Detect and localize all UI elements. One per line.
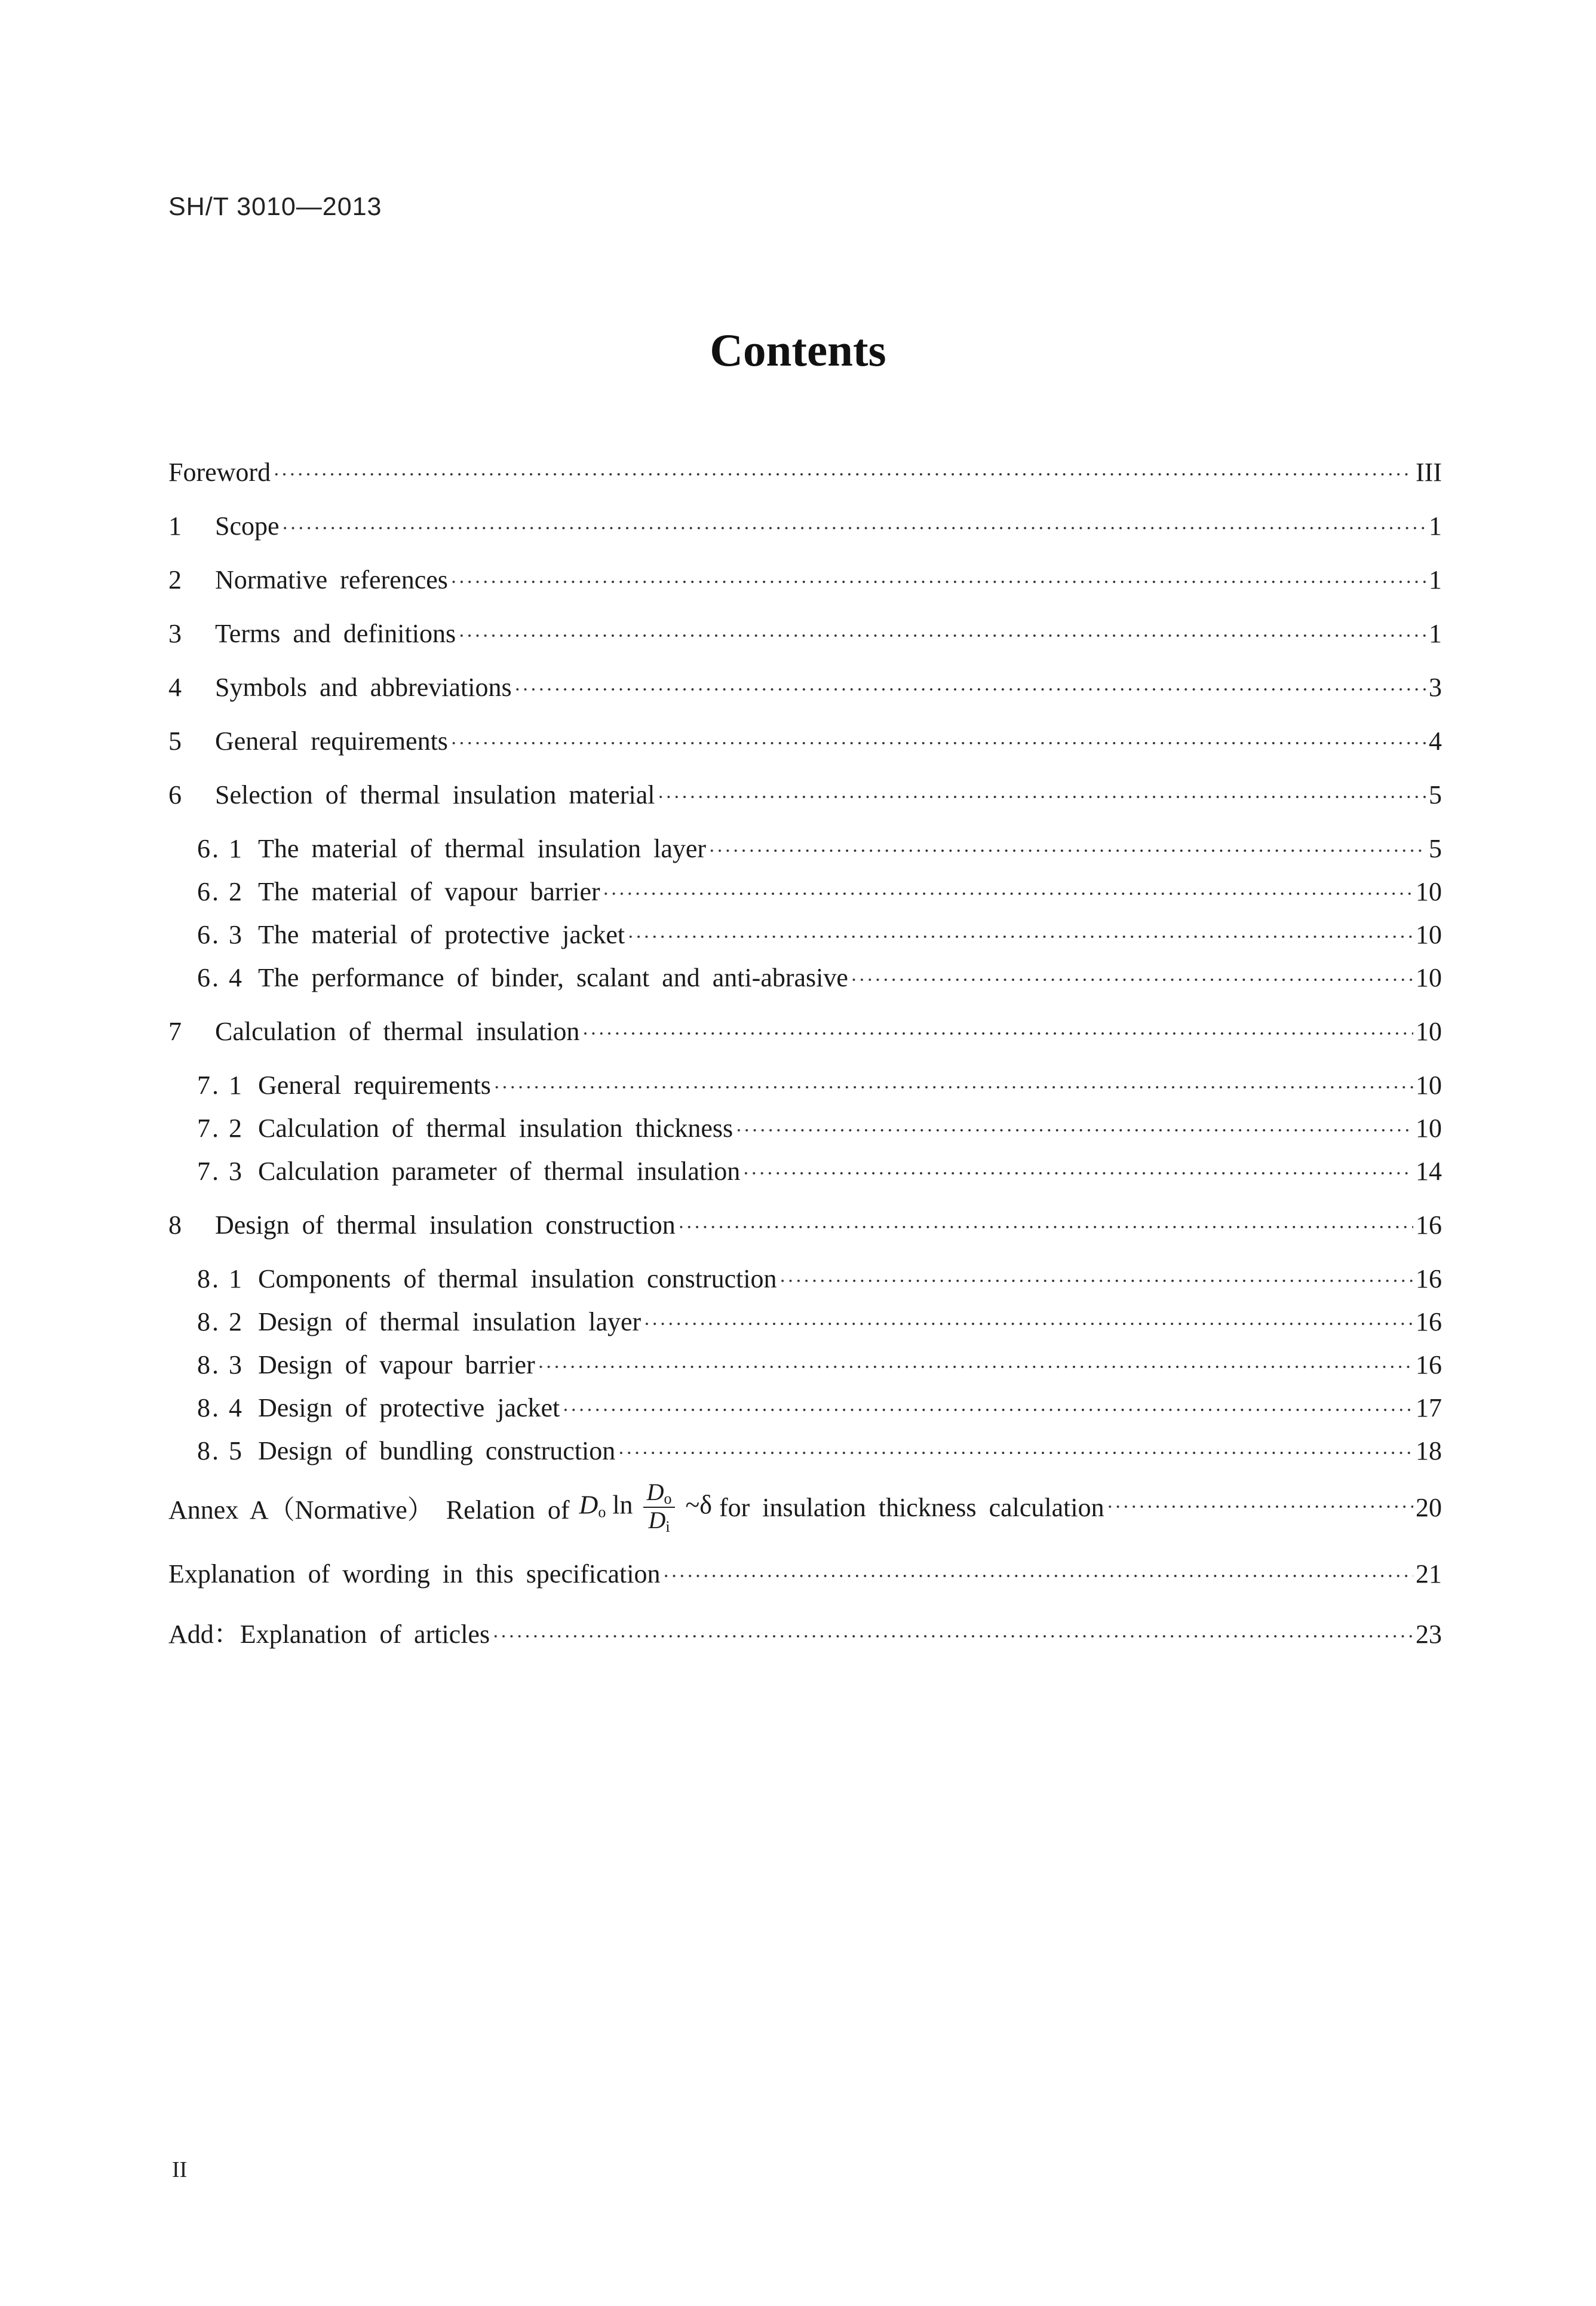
toc-entry-1[interactable]	[168, 511, 1442, 541]
leader-dots	[627, 926, 1413, 949]
toc-number: 8. 5	[197, 1436, 244, 1465]
toc-label: The material of vapour barrier	[258, 877, 600, 906]
leader-dots	[450, 732, 1426, 755]
toc-page: 5	[1429, 780, 1442, 809]
toc-number: 4	[168, 673, 182, 702]
toc-label: Foreword	[168, 458, 271, 487]
toc-page: 1	[1429, 565, 1442, 594]
toc-number: 7. 3	[197, 1157, 244, 1186]
leader-dots	[282, 517, 1426, 540]
toc-page: 23	[1416, 1620, 1442, 1649]
leader-dots	[538, 1356, 1413, 1379]
toc-entry-5[interactable]	[168, 726, 1442, 756]
toc-entry-8-4[interactable]	[197, 1393, 1442, 1423]
toc-entry-6-4[interactable]	[197, 962, 1442, 993]
annex-prefix: Annex A（Normative） Relation of	[168, 1495, 570, 1525]
toc-label: The material of thermal insulation layer	[258, 834, 707, 863]
toc-label: Calculation parameter of thermal insulation	[258, 1157, 741, 1186]
toc-page: 5	[1429, 834, 1442, 863]
page-title: Contents	[710, 324, 886, 376]
toc-entry-7[interactable]	[168, 1016, 1442, 1047]
leader-dots	[779, 1270, 1413, 1293]
toc-entry-2[interactable]	[168, 565, 1442, 595]
toc-page: 10	[1416, 877, 1442, 906]
page-number: II	[172, 2157, 188, 2182]
leader-dots	[663, 1565, 1413, 1588]
toc-page: 1	[1429, 619, 1442, 648]
toc-page: III	[1416, 458, 1442, 487]
toc-label: General requirements	[215, 726, 448, 756]
toc-entry-8-1[interactable]	[197, 1264, 1442, 1294]
leader-dots	[657, 786, 1426, 809]
toc-label: Design of thermal insulation layer	[258, 1307, 642, 1336]
toc-page: 21	[1416, 1559, 1442, 1589]
toc-label: Add：Explanation of articles	[168, 1620, 490, 1649]
leader-dots	[492, 1626, 1413, 1648]
leader-dots	[450, 571, 1426, 594]
toc-number: 8	[168, 1210, 182, 1240]
toc-label: Calculation of thermal insulation thickness	[258, 1114, 733, 1143]
toc-entry-6[interactable]	[168, 780, 1442, 810]
leader-dots	[458, 625, 1426, 648]
fraction: $\frac{Do}{Di}$	[643, 1480, 676, 1535]
toc-label: Terms and definitions	[215, 619, 456, 648]
leader-dots	[493, 1077, 1413, 1099]
toc-page: 10	[1416, 963, 1442, 992]
toc-page: 10	[1416, 1017, 1442, 1046]
toc-label: The material of protective jacket	[258, 920, 625, 949]
toc-label: Components of thermal insulation construction	[258, 1264, 777, 1293]
toc-entry-foreword[interactable]	[168, 457, 1442, 487]
toc-entry-6-2[interactable]	[197, 876, 1442, 907]
toc-page: 17	[1416, 1393, 1442, 1422]
toc-entry-7-2[interactable]	[197, 1113, 1442, 1143]
toc-entry-explanation-wording[interactable]	[168, 1559, 1442, 1589]
leader-dots	[678, 1216, 1413, 1239]
toc-page: 16	[1416, 1350, 1442, 1379]
leader-dots	[562, 1399, 1413, 1422]
toc-entry-7-1[interactable]	[197, 1070, 1442, 1100]
toc-number: 5	[168, 726, 182, 756]
toc-page: 4	[1429, 726, 1442, 756]
toc-label: Design of protective jacket	[258, 1393, 560, 1422]
toc-entry-annex-a[interactable]	[168, 1480, 1442, 1535]
toc-entry-8[interactable]	[168, 1210, 1442, 1240]
leader-dots	[514, 679, 1426, 701]
toc-entry-4[interactable]	[168, 672, 1442, 703]
toc-page: 20	[1416, 1492, 1442, 1522]
leader-dots	[643, 1313, 1413, 1336]
toc-number: 8. 1	[197, 1264, 244, 1293]
toc-page: 10	[1416, 1071, 1442, 1100]
leader-dots	[618, 1442, 1413, 1465]
toc-number: 6. 1	[197, 834, 244, 863]
toc-page: 16	[1416, 1307, 1442, 1336]
toc-number: 8. 3	[197, 1350, 244, 1379]
toc-label: Symbols and abbreviations	[215, 673, 512, 702]
annex-suffix: for insulation thickness calculation	[719, 1492, 1104, 1522]
toc-number: 2	[168, 565, 182, 594]
leader-dots	[603, 883, 1413, 906]
toc-number: 6. 2	[197, 877, 244, 906]
toc-page: 16	[1416, 1210, 1442, 1240]
toc-entry-8-2[interactable]	[197, 1307, 1442, 1337]
leader-dots	[1107, 1496, 1413, 1519]
toc-entry-7-3[interactable]	[197, 1156, 1442, 1186]
leader-dots	[742, 1163, 1413, 1185]
toc-label: Selection of thermal insulation material	[215, 780, 655, 809]
annex-formula: Do ln $\frac{Do}{Di}$ ~δ	[579, 1479, 712, 1536]
toc-page: 10	[1416, 920, 1442, 949]
toc-label: The performance of binder, scalant and anti-abrasive	[258, 963, 848, 992]
toc-label: Design of bundling construction	[258, 1436, 616, 1465]
leader-dots	[708, 840, 1426, 863]
toc-number: 1	[168, 511, 182, 541]
toc-page: 14	[1416, 1157, 1442, 1186]
leader-dots	[851, 969, 1413, 992]
toc-page: 3	[1429, 673, 1442, 702]
leader-dots	[582, 1023, 1413, 1045]
toc-page: 1	[1429, 511, 1442, 541]
toc-page: 16	[1416, 1264, 1442, 1293]
toc-entry-6-1[interactable]	[197, 833, 1442, 864]
toc-label: Design of vapour barrier	[258, 1350, 535, 1379]
toc-entry-8-5[interactable]	[197, 1436, 1442, 1466]
toc-entry-3[interactable]	[168, 618, 1442, 649]
toc-page: 10	[1416, 1114, 1442, 1143]
toc-number: 8. 4	[197, 1393, 244, 1422]
toc-entry-8-3[interactable]	[197, 1350, 1442, 1380]
toc-number: 7. 1	[197, 1071, 244, 1100]
leader-dots	[273, 464, 1413, 486]
toc-label: Normative references	[215, 565, 448, 594]
toc-number: 8. 2	[197, 1307, 244, 1336]
toc-number: 7. 2	[197, 1114, 244, 1143]
toc-label: Calculation of thermal insulation	[215, 1017, 580, 1046]
toc-label: Explanation of wording in this specification	[168, 1559, 661, 1589]
toc-label: General requirements	[258, 1071, 491, 1100]
toc-number: 6	[168, 780, 182, 809]
toc-number: 6. 4	[197, 963, 244, 992]
toc-label: Scope	[215, 511, 280, 541]
leader-dots	[735, 1120, 1413, 1142]
toc-number: 6. 3	[197, 920, 244, 949]
toc-label: Design of thermal insulation construction	[215, 1210, 676, 1240]
toc-number: 7	[168, 1017, 182, 1046]
toc-number: 3	[168, 619, 182, 648]
toc-entry-explanation-articles[interactable]	[168, 1612, 1442, 1651]
toc-page: 18	[1416, 1436, 1442, 1465]
toc-entry-6-3[interactable]	[197, 919, 1442, 950]
document-code: SH/T 3010—2013	[168, 192, 382, 221]
